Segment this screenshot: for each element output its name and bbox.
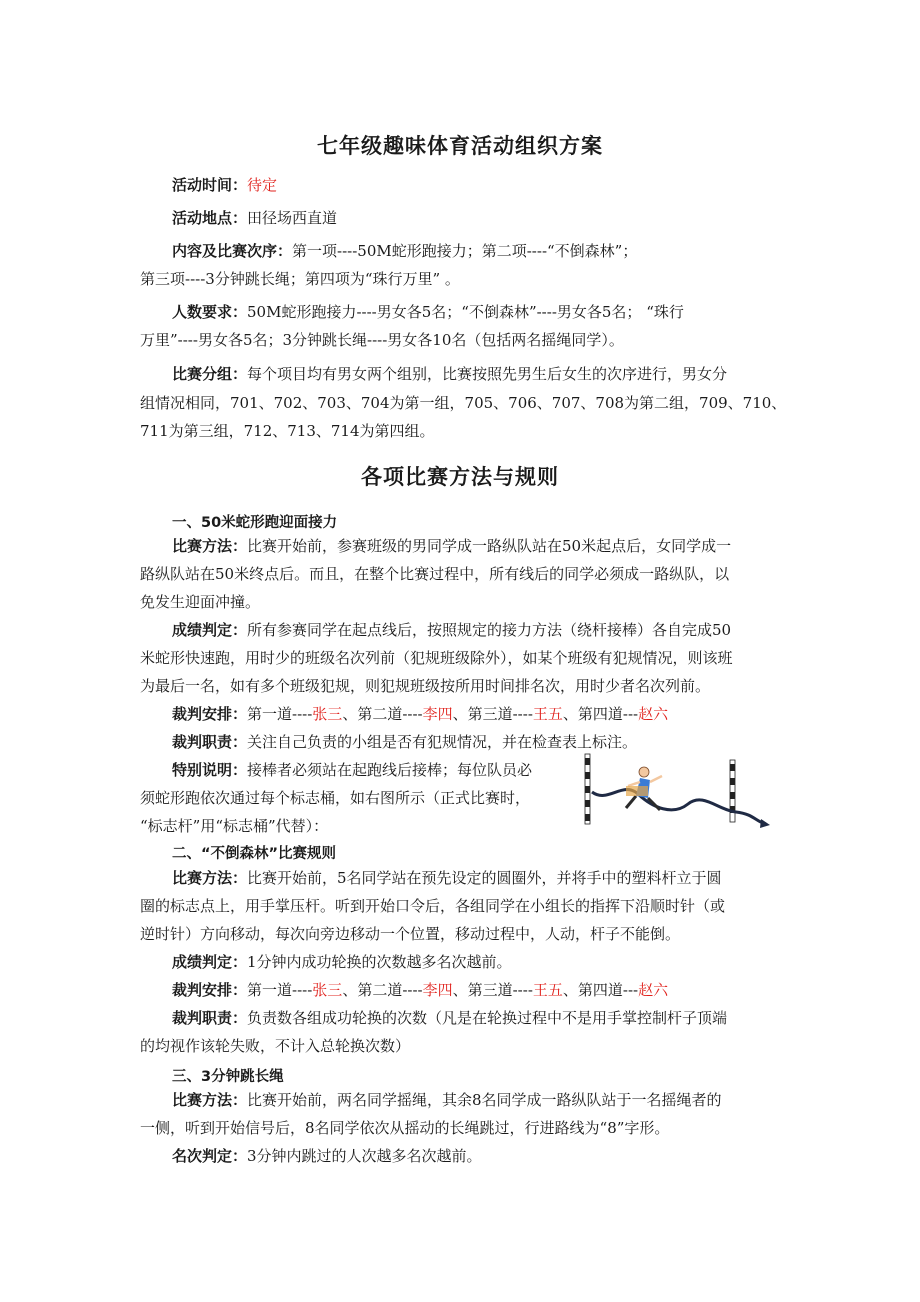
judge-name: 李四 (422, 705, 453, 723)
judge-name: 赵六 (638, 705, 669, 723)
people-line-1: 人数要求：50M蛇形跑接力----男女各5名；“不倒森林”----男女各5名； “珠行 (172, 303, 684, 321)
s1-note-line-3: “标志杆”用“标志桶”代替）： (140, 817, 329, 835)
group-line-3: 711为第三组，712、713、714为第四组。 (140, 422, 435, 440)
s2-method-line-1: 比赛方法：比赛开始前，5名同学站在预先设定的圆圈外，并将手中的塑料杆立于圆 (172, 869, 722, 887)
judge-name: 张三 (312, 981, 343, 999)
snake-run-illustration (578, 752, 773, 832)
s2-judge-line: 裁判安排：第一道----张三、第二道----李四、第三道----王五、第四道---赵六 (172, 981, 669, 999)
s1-note-line-2: 须蛇形跑依次通过每个标志桶，如右图所示（正式比赛时， (140, 789, 531, 807)
s1-method-line-1: 比赛方法：比赛开始前，参赛班级的男同学成一路纵队站在50米起点后，女同学成一 (172, 537, 732, 555)
s2-duty-line-2: 的均视作该轮失败，不计入总轮换次数） (140, 1037, 411, 1055)
judge-name: 赵六 (638, 981, 669, 999)
section-1-heading: 一、50米蛇形跑迎面接力 (172, 515, 338, 531)
s2-method-line-2: 圈的标志点上，用手掌压杆。听到开始口令后，各组同学在小组长的指挥下沿顺时针（或 (140, 897, 726, 915)
arrow-head-icon (760, 819, 770, 828)
doc-title: 七年级趣味体育活动组织方案 (317, 134, 603, 158)
judge-name: 王五 (532, 705, 563, 723)
s1-score-line-2: 米蛇形快速跑，用时少的班级名次列前（犯规班级除外），如某个班级有犯规情况，则该班 (140, 649, 733, 667)
s1-duty-line: 裁判职责：关注自己负责的小组是否有犯规情况，并在检查表上标注。 (172, 733, 638, 751)
content-line-2: 第三项----3分钟跳长绳；第四项为“珠行万里” 。 (140, 270, 460, 288)
s2-score-line: 成绩判定：1分钟内成功轮换的次数越多名次越前。 (172, 953, 512, 971)
runner-figure-icon (626, 767, 662, 810)
group-line-1: 比赛分组：每个项目均有男女两个组别，比赛按照先男生后女生的次序进行，男女分 (172, 365, 728, 383)
rules-title: 各项比赛方法与规则 (361, 465, 559, 489)
activity-place: 活动地点：田径场西直道 (172, 209, 338, 227)
s2-duty-line-1: 裁判职责：负责数各组成功轮换的次数（凡是在轮换过程中不是用手掌控制杆子顶端 (172, 1009, 728, 1027)
time-value: 待定 (247, 176, 278, 194)
content-line-1: 内容及比赛次序：第一项----50M蛇形跑接力；第二项----“不倒森林”； (172, 242, 638, 260)
group-line-2: 组情况相同，701、702、703、704为第一组，705、706、707、708为第二组，709、710、 (140, 394, 787, 412)
section-3-heading: 三、3分钟跳长绳 (172, 1069, 284, 1085)
judge-name: 李四 (422, 981, 453, 999)
s1-judge-line: 裁判安排：第一道----张三、第二道----李四、第三道----王五、第四道---赵六 (172, 705, 669, 723)
s1-score-line-1: 成绩判定：所有参赛同学在起点线后，按照规定的接力方法（绕杆接棒）各自完成50 (172, 621, 732, 639)
s1-score-line-3: 为最后一名，如有多个班级犯规，则犯规班级按所用时间排名次，用时少者名次列前。 (140, 677, 711, 695)
s3-method-line-1: 比赛方法：比赛开始前，两名同学摇绳，其余8名同学成一路纵队站于一名摇绳者的 (172, 1091, 722, 1109)
judge-name: 张三 (312, 705, 343, 723)
s1-method-line-3: 免发生迎面冲撞。 (140, 593, 261, 611)
people-line-2: 万里”----男女各5名；3分钟跳长绳----男女各10名（包括两名摇绳同学）。 (140, 331, 624, 349)
s3-rank-line: 名次判定：3分钟内跳过的人次越多名次越前。 (172, 1147, 482, 1165)
start-pole-icon (585, 754, 590, 824)
judge-name: 王五 (532, 981, 563, 999)
section-2-heading: 二、“不倒森林”比赛规则 (172, 846, 337, 862)
s1-note-line-1: 特别说明：接棒者必须站在起跑线后接棒；每位队员必 (172, 761, 533, 779)
path-curve (592, 789, 766, 824)
s2-method-line-3: 逆时针）方向移动，每次向旁边移动一个位置，移动过程中，人动，杆子不能倒。 (140, 925, 681, 943)
activity-time: 活动时间：待定 (172, 176, 278, 194)
s3-method-line-2: 一侧，听到开始信号后，8名同学依次从摇动的长绳跳过，行进路线为“8”字形。 (140, 1119, 670, 1137)
s1-method-line-2: 路纵队站在50米终点后。而且，在整个比赛过程中，所有线后的同学必须成一路纵队，以 (140, 565, 730, 583)
